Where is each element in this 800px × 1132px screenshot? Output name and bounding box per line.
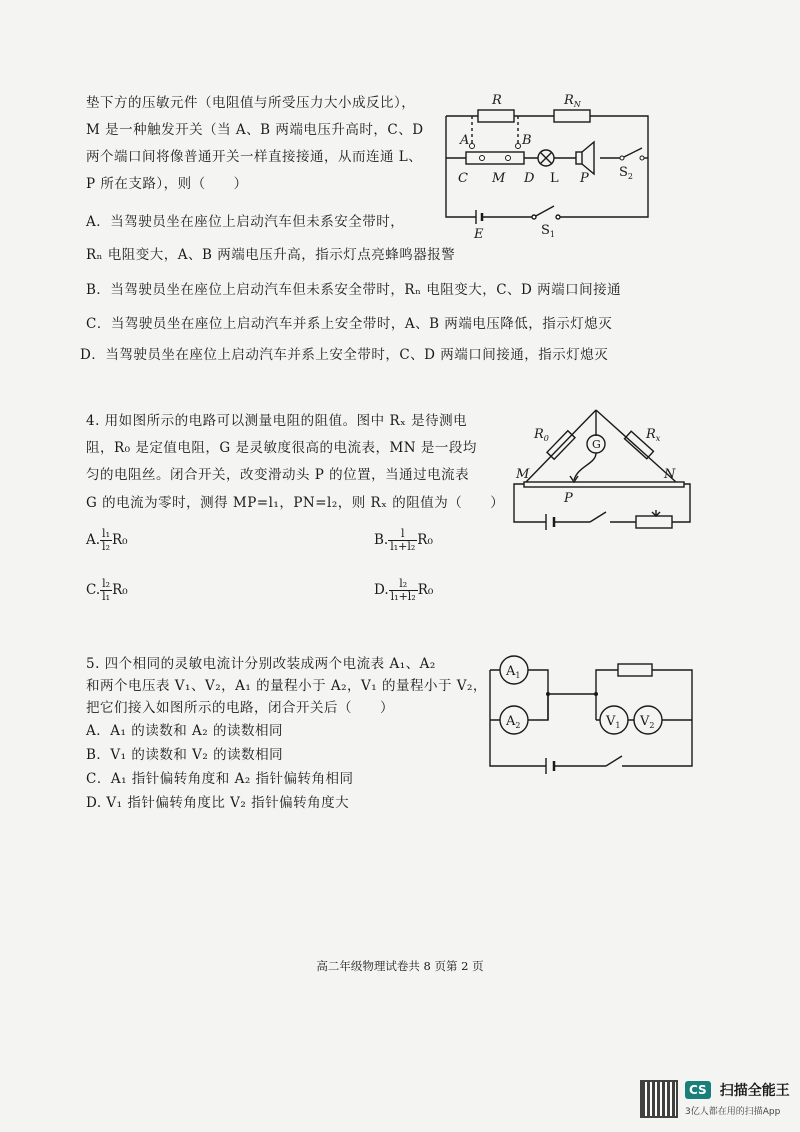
- switch-s1: [534, 206, 554, 217]
- label-e: E: [474, 227, 484, 242]
- label-n: N: [664, 467, 676, 482]
- q3-option-b: B．当驾驶员坐在座位上启动汽车但未系安全带时，Rₙ 电阻变大，C、D 两端口间接通: [86, 282, 622, 298]
- scanner-brand: [685, 1079, 790, 1117]
- q4-option-c: C. $\frac{\text{l₂}}{\text{l₁}}$ R₀: [86, 577, 128, 603]
- switch: [606, 756, 622, 766]
- q3-option-a-line-2: Rₙ 电阻变大，A、B 两端电压升高，指示灯点亮蜂鸣器报警: [86, 247, 456, 263]
- q4-option-a: A. $\frac{\text{l₁}}{\text{l₂}}$ R₀: [86, 527, 128, 553]
- q4-bridge-diagram: [506, 404, 698, 538]
- resistor: [618, 664, 652, 676]
- label-s1: $S_1$: [541, 223, 555, 239]
- q5-option-c: C．A₁ 指针偏转角度和 A₂ 指针偏转角相同: [86, 771, 354, 787]
- q3-line-4: P 所在支路），则（ ）: [86, 176, 248, 192]
- qr-code-icon: [640, 1080, 678, 1118]
- rheostat: [636, 516, 672, 528]
- label-v1: $V_1$: [606, 714, 621, 730]
- q4-option-d: D. $\frac{\text{l₂}}{\text{l₁+l₂}}$ R₀: [374, 577, 434, 603]
- q3-option-d: D．当驾驶员坐在座位上启动汽车并系上安全带时，C、D 两端口间接通，指示灯熄灭: [80, 347, 609, 363]
- q5-line-3: 把它们接入如图所示的电路，闭合开关后（ ）: [86, 700, 394, 716]
- label-s2: $S_2$: [619, 165, 633, 181]
- q3-line-2: M 是一种触发开关（当 A、B 两端电压升高时，C、D: [86, 122, 424, 138]
- resistor-rn: [554, 110, 590, 122]
- cs-logo-icon: CS: [685, 1081, 711, 1099]
- label-p: P: [580, 171, 589, 186]
- q5-option-b: B．V₁ 的读数和 V₂ 的读数相同: [86, 747, 284, 763]
- brand-name: 扫描全能王: [719, 1082, 790, 1099]
- resistance-wire-mn: [524, 482, 684, 487]
- resistor-r: [478, 110, 514, 122]
- label-p: P: [564, 491, 573, 506]
- q5-line-1: 5. 四个相同的灵敏电流计分别改装成两个电流表 A₁、A₂: [86, 656, 436, 672]
- switch-s2: [622, 148, 642, 158]
- buzzer-p: [576, 152, 582, 164]
- q3-line-3: 两个端口间将像普通开关一样直接接通，从而连通 L、: [86, 149, 423, 165]
- label-a: A: [460, 133, 470, 148]
- label-v2: $V_2$: [640, 714, 655, 730]
- label-rn: $R_N$: [564, 93, 581, 109]
- brand-slogan: 3亿人都在用的扫描App: [685, 1106, 781, 1117]
- label-d: D: [524, 171, 535, 186]
- q4-line-2: 阻，R₀ 是定值电阻，G 是灵敏度很高的电流表，MN 是一段均: [86, 440, 477, 456]
- q3-option-a-line-1: A．当驾驶员坐在座位上启动汽车但未系安全带时，: [86, 214, 405, 230]
- label-r: R: [492, 93, 502, 108]
- q3-line-1: 垫下方的压敏元件（电阻值与所受压力大小成反比），: [86, 95, 416, 111]
- page-footer: 高二年级物理试卷共 8 页第 2 页: [316, 959, 484, 973]
- label-g: G: [592, 438, 601, 451]
- label-l: L: [550, 171, 559, 186]
- q4-option-b: B. $\frac{l}{\text{l₁+l₂}}$ R₀: [374, 527, 433, 553]
- label-a2: $A_2$: [506, 714, 521, 730]
- q4-line-4: G 的电流为零时，测得 MP=l₁，PN=l₂，则 Rₓ 的阻值为（ ）: [86, 495, 505, 511]
- switch: [590, 512, 606, 522]
- label-m: M: [492, 171, 506, 186]
- label-r0: $R_0$: [534, 427, 549, 443]
- q5-option-d: D. V₁ 指针偏转角度比 V₂ 指针偏转角度大: [86, 795, 350, 811]
- q5-circuit-diagram: [484, 648, 702, 774]
- q3-option-c: C．当驾驶员坐在座位上启动汽车并系上安全带时，A、B 两端电压降低，指示灯熄灭: [86, 316, 613, 332]
- q5-option-a: A．A₁ 的读数和 A₂ 的读数相同: [86, 723, 283, 739]
- label-rx: $R_x$: [646, 427, 661, 443]
- label-b: B: [522, 133, 532, 148]
- q4-line-3: 匀的电阻丝。闭合开关，改变滑动头 P 的位置，当通过电流表: [86, 467, 470, 483]
- q5-line-2: 和两个电压表 V₁、V₂，A₁ 的量程小于 A₂，V₁ 的量程小于 V₂，: [86, 678, 487, 694]
- label-c: C: [458, 171, 468, 186]
- trigger-switch-m: [466, 152, 524, 164]
- q4-line-1: 4. 用如图所示的电路可以测量电阻的阻值。图中 Rₓ 是待测电: [86, 413, 468, 429]
- label-m: M: [516, 467, 530, 482]
- label-a1: $A_1$: [506, 664, 521, 680]
- q3-circuit-diagram: [436, 92, 658, 242]
